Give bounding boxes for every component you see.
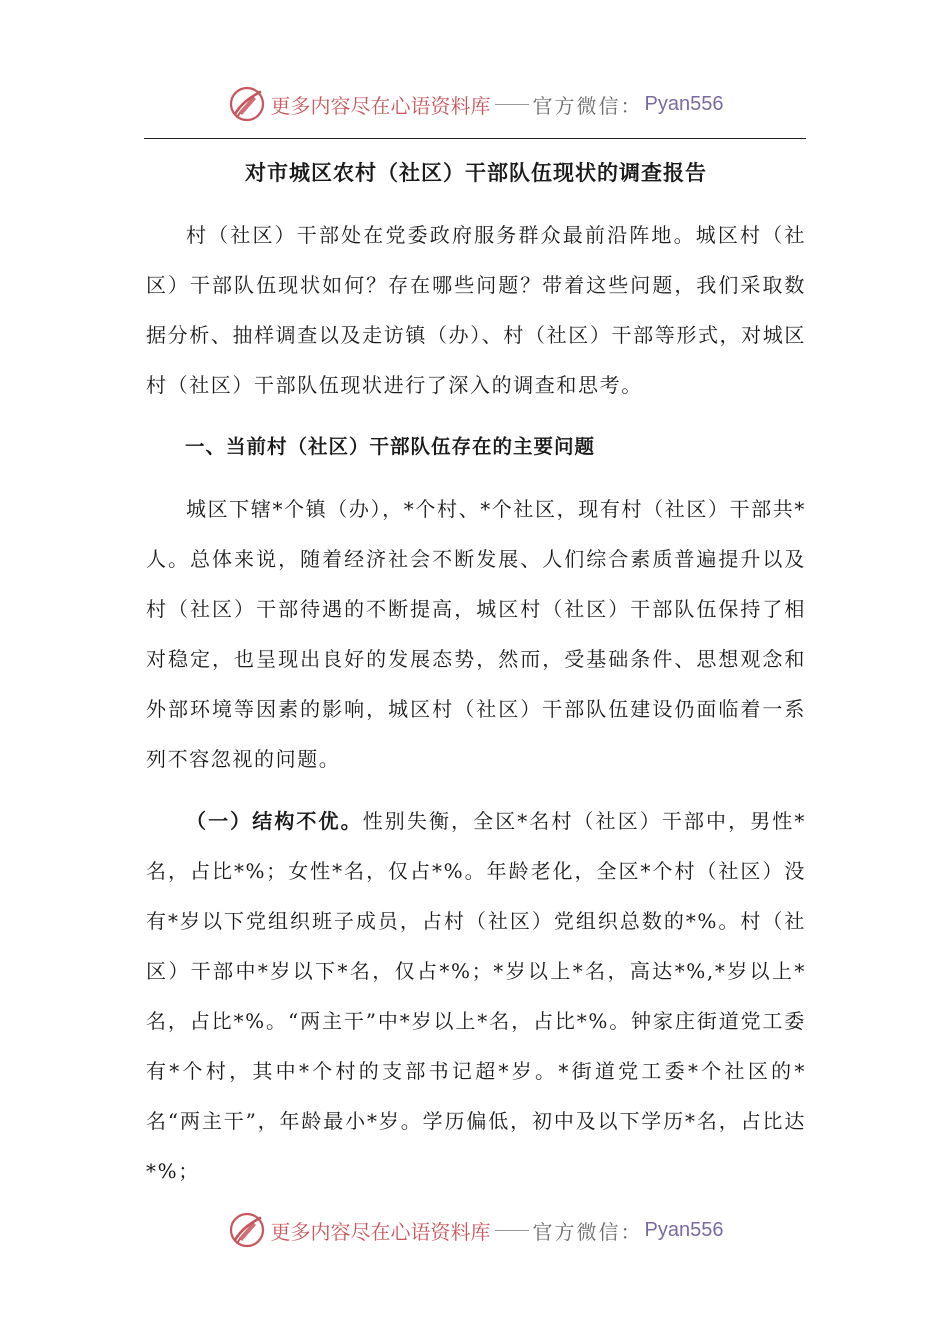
subsection-body: 性别失衡，全区*名村（社区）干部中，男性*名，占比*%；女性*名，仅占*%。年龄老化，全区*个村（社区）没有*岁以下党组织班子成员，占村（社区）党组织总数的*%。村（社区）干部中*岁以下*名，仅占*%；*岁以上*名，高达*%,*岁以上*名，占比*%。“两主干”中*岁以上*名，占比*%。钟家庄街道党工委有*个村，其中*个村的支部书记超*岁。*街道党工委*个社区的*名“两主干”，年龄最小*岁。学历偏低，初中及以下学历*名，占比达*%；: [146, 809, 806, 1183]
subsection-paragraph: [146, 796, 806, 1196]
header-rule: [144, 138, 806, 139]
banner-dash: [495, 1230, 529, 1231]
banner-dash: [495, 104, 529, 105]
pen-logo-icon: [227, 1210, 267, 1250]
header-watermark-banner: [0, 80, 950, 128]
section-paragraph: 城区下辖*个镇（办），*个村、*个社区，现有村（社区）干部共*人。总体来说，随着经济社会不断发展、人们综合素质普遍提升以及村（社区）干部待遇的不断提高，城区村（社区）干部队伍保持了相对稳定，也呈现出良好的发展态势，然而，受基础条件、思想观念和外部环境等因素的影响，城区村（社区）干部队伍建设仍面临着一系列不容忽视的问题。: [146, 497, 806, 771]
banner-wechat-id: Pyan556: [644, 1218, 724, 1241]
banner-wechat-label: 官方微信：: [532, 1219, 643, 1244]
banner-wechat-id: Pyan556: [644, 92, 724, 115]
banner-slogan: 更多内容尽在心语资料库: [270, 93, 491, 118]
document-title: 对市城区农村（社区）干部队伍现状的调查报告: [245, 161, 707, 185]
section-heading: 一、当前村（社区）干部队伍存在的主要问题: [185, 435, 596, 458]
banner-wechat-label: 官方微信：: [532, 93, 643, 118]
document-body: [146, 150, 806, 1196]
subsection-lead: （一）结构不优。: [186, 809, 363, 833]
banner-slogan: 更多内容尽在心语资料库: [270, 1219, 491, 1244]
footer-watermark-banner: [0, 1206, 950, 1254]
intro-paragraph: 村（社区）干部处在党委政府服务群众最前沿阵地。城区村（社区）干部队伍现状如何？存在哪些问题？带着这些问题，我们采取数据分析、抽样调查以及走访镇（办）、村（社区）干部等形式，对城区村（社区）干部队伍现状进行了深入的调查和思考。: [146, 223, 806, 397]
pen-logo-icon: [227, 84, 267, 124]
